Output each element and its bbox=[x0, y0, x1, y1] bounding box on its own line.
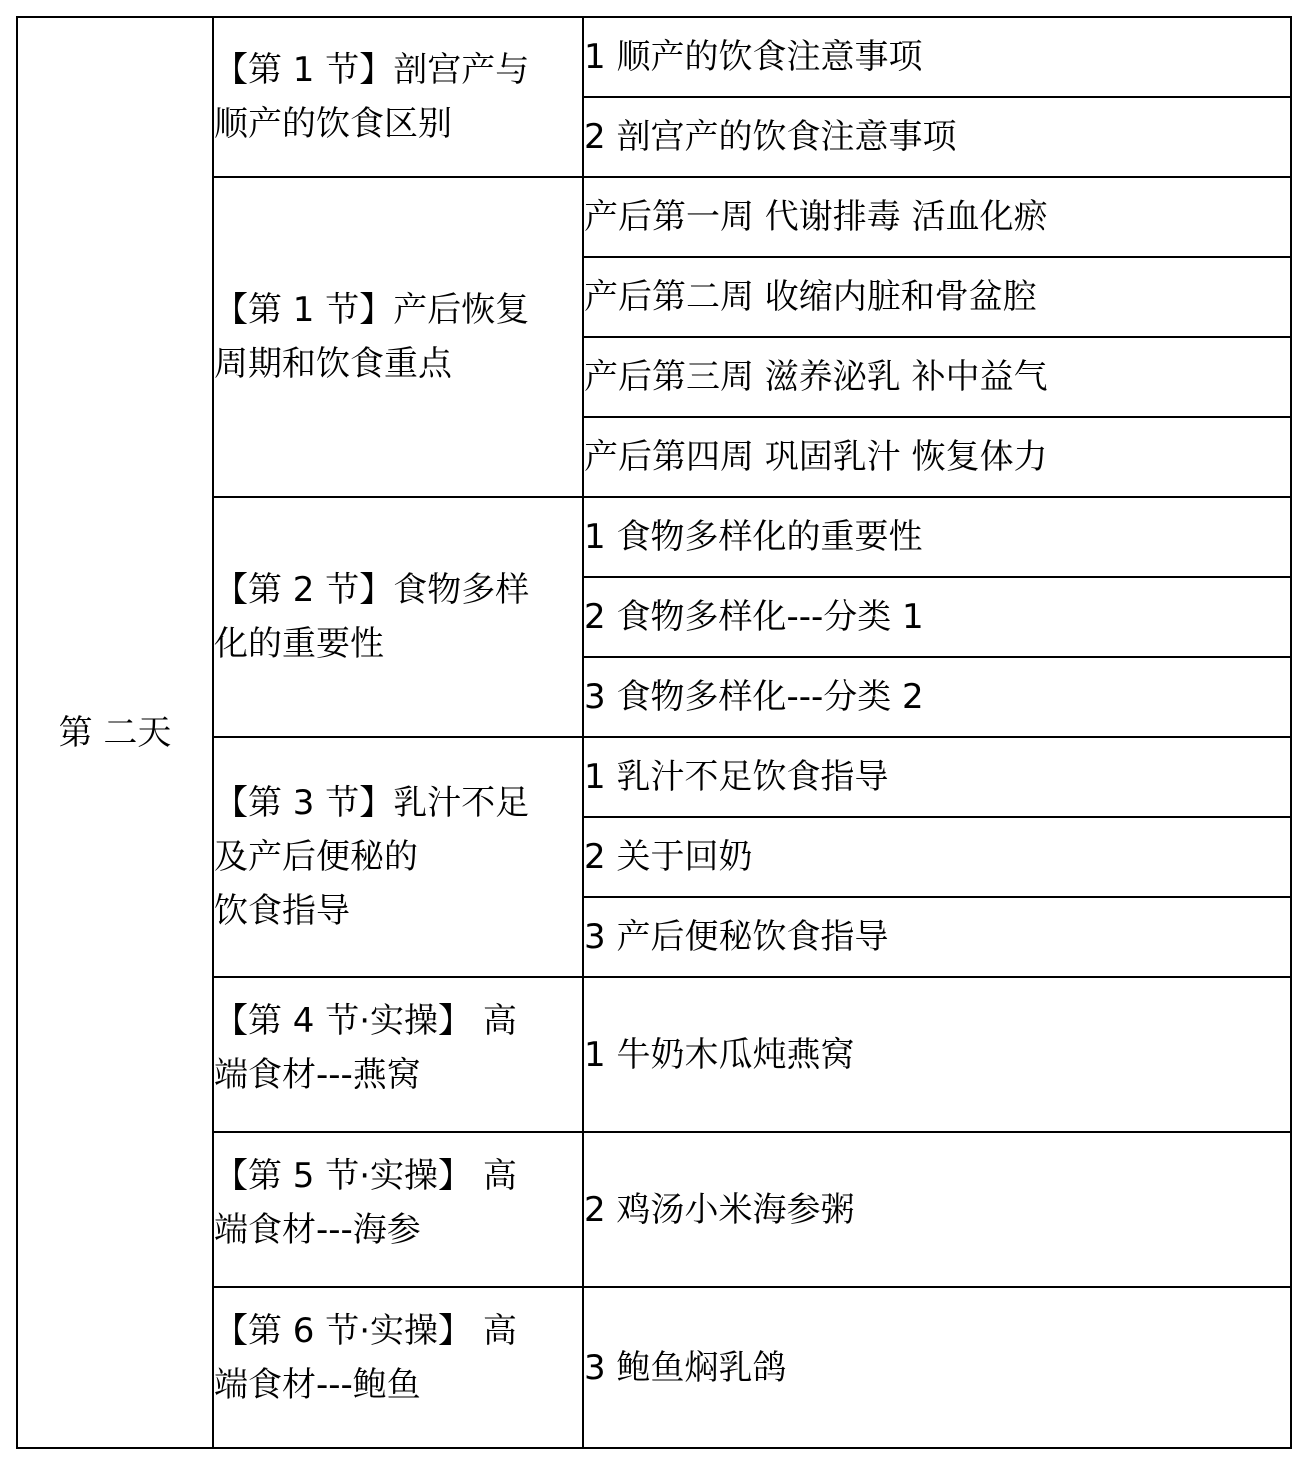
section-title-line: 【第 3 节】乳汁不足 bbox=[214, 783, 530, 823]
section-title-line: 周期和饮食重点 bbox=[214, 344, 452, 384]
course-schedule-table bbox=[16, 16, 1292, 1449]
section-title-line: 【第 2 节】食物多样 bbox=[214, 570, 530, 610]
topic-item: 1 乳汁不足饮食指导 bbox=[583, 737, 1291, 817]
section-title-line: 及产后便秘的 bbox=[214, 837, 418, 877]
topic-item: 1 顺产的饮食注意事项 bbox=[583, 17, 1291, 97]
section-title-line: 端食材---燕窝 bbox=[214, 1055, 421, 1095]
topic-item: 2 食物多样化---分类 1 bbox=[583, 577, 1291, 657]
topic-item: 1 牛奶木瓜炖燕窝 bbox=[583, 977, 1291, 1132]
section-title bbox=[213, 977, 583, 1132]
topic-item: 产后第二周 收缩内脏和骨盆腔 bbox=[583, 257, 1291, 337]
section-title-line: 【第 6 节·实操】 高 bbox=[214, 1311, 517, 1351]
section-title-line: 【第 5 节·实操】 高 bbox=[214, 1156, 517, 1196]
section-title-line: 端食材---海参 bbox=[214, 1210, 421, 1250]
section-title bbox=[213, 1132, 583, 1287]
section-title-line: 饮食指导 bbox=[214, 891, 350, 931]
topic-item: 3 鲍鱼焖乳鸽 bbox=[583, 1287, 1291, 1448]
topic-item: 产后第四周 巩固乳汁 恢复体力 bbox=[583, 417, 1291, 497]
day-label: 第 二天 bbox=[17, 17, 213, 1448]
topic-item: 1 食物多样化的重要性 bbox=[583, 497, 1291, 577]
section-title-line: 顺产的饮食区别 bbox=[214, 104, 452, 144]
topic-item: 2 关于回奶 bbox=[583, 817, 1291, 897]
section-title-line: 化的重要性 bbox=[214, 624, 384, 664]
topic-item: 3 产后便秘饮食指导 bbox=[583, 897, 1291, 977]
topic-item: 产后第三周 滋养泌乳 补中益气 bbox=[583, 337, 1291, 417]
section-title bbox=[213, 17, 583, 177]
section-title-line: 端食材---鲍鱼 bbox=[214, 1365, 421, 1405]
section-title-line: 【第 1 节】产后恢复 bbox=[214, 290, 530, 330]
section-title-line: 【第 1 节】剖宫产与 bbox=[214, 50, 530, 90]
section-title bbox=[213, 1287, 583, 1448]
table-row bbox=[17, 17, 1291, 97]
section-title bbox=[213, 737, 583, 977]
topic-item: 3 食物多样化---分类 2 bbox=[583, 657, 1291, 737]
topic-item: 产后第一周 代谢排毒 活血化瘀 bbox=[583, 177, 1291, 257]
section-title bbox=[213, 497, 583, 737]
section-title bbox=[213, 177, 583, 497]
topic-item: 2 剖宫产的饮食注意事项 bbox=[583, 97, 1291, 177]
section-title-line: 【第 4 节·实操】 高 bbox=[214, 1001, 517, 1041]
topic-item: 2 鸡汤小米海参粥 bbox=[583, 1132, 1291, 1287]
